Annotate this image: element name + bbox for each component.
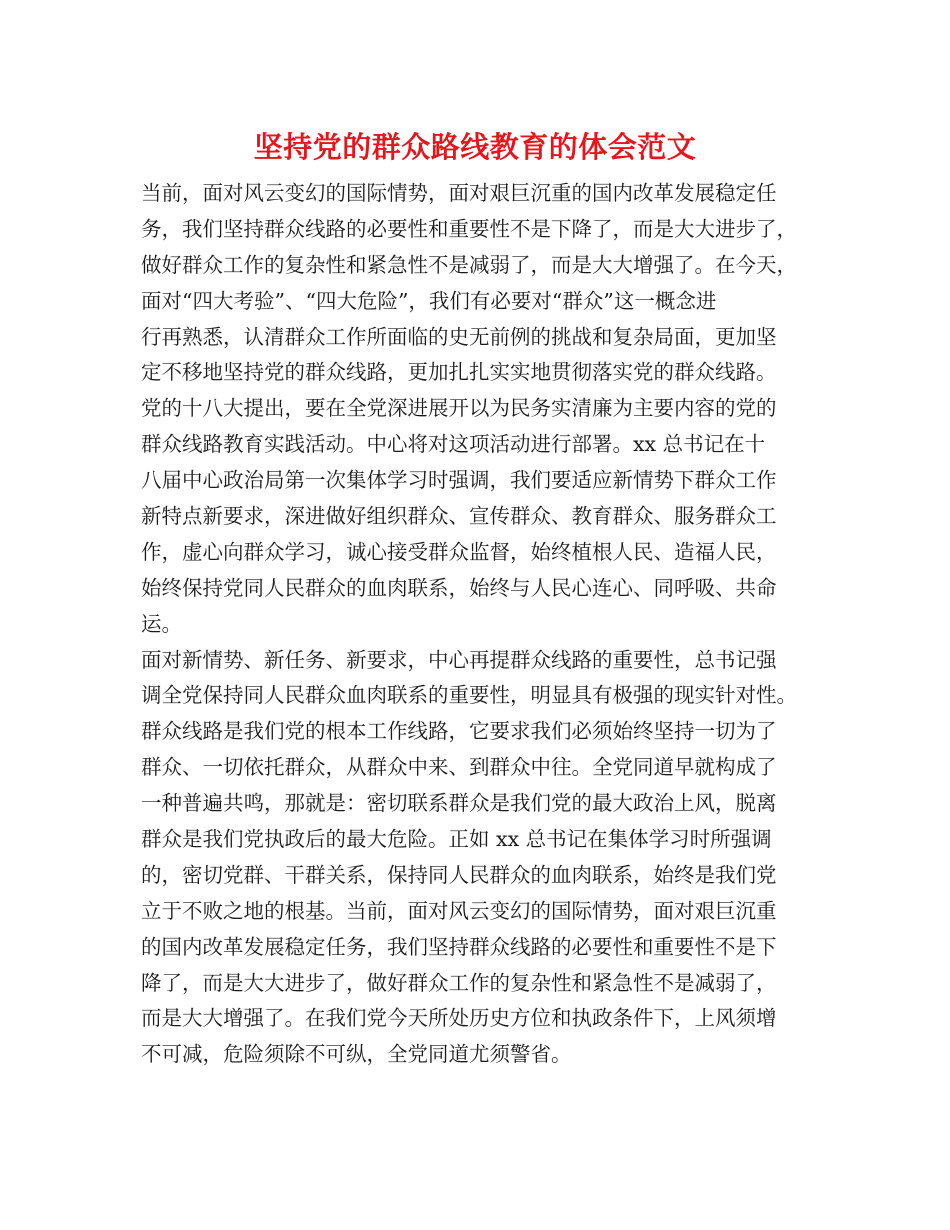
text-line: 而是大大增强了。在我们党今天所处历史方位和执政条件下，上风须增 <box>141 1006 777 1031</box>
text-line: 降了，而是大大进步了，做好群众工作的复杂性和紧急性不是减弱了， <box>141 970 777 995</box>
text-line: 不可减，危险须除不可纵，全党同道尤须警省。 <box>141 1042 572 1067</box>
text-line: 群众、一切依托群众，从群众中来、到群众中往。全党同道早就构成了 <box>141 755 777 780</box>
text-line: 行再熟悉，认清群众工作所面临的史无前例的挑战和复杂局面，更加坚 <box>141 324 777 349</box>
text-line: 党的十八大提出，要在全党深进展开以为民务实清廉为主要内容的党的 <box>141 396 777 421</box>
text-line: 始终保持党同人民群众的血肉联系，始终与人民心连心、同呼吸、共命 <box>141 575 777 600</box>
text-line: 当前，面对风云变幻的国际情势，面对艰巨沉重的国内改革发展稳定任 <box>141 181 777 205</box>
text-line: 做好群众工作的复杂性和紧急性不是减弱了，而是大大增强了。在今天， <box>141 252 797 277</box>
text-line: 八届中心政治局第一次集体学习时强调，我们要适应新情势下群众工作 <box>141 468 777 493</box>
text-line: 面对新情势、新任务、新要求，中心再提群众线路的重要性，总书记强 <box>141 647 777 672</box>
text-line: 的国内改革发展稳定任务，我们坚持群众线路的必要性和重要性不是下 <box>141 934 777 959</box>
text-line: 定不移地坚持党的群众线路，更加扎扎实实地贯彻落实党的群众线路。 <box>141 360 777 385</box>
text-line: 作，虚心向群众学习，诚心接受群众监督，始终植根人民、造福人民， <box>141 539 777 564</box>
text-line: 新特点新要求，深进做好组织群众、宣传群众、教育群众、服务群众工 <box>141 504 777 529</box>
text-line: 运。 <box>141 611 182 636</box>
text-line: 调全党保持同人民群众血肉联系的重要性，明显具有极强的现实针对性。 <box>141 683 797 708</box>
document-title: 坚持党的群众路线教育的体会范文 <box>253 130 697 164</box>
text-line: 一种普遍共鸣，那就是：密切联系群众是我们党的最大政治上风，脱离 <box>141 791 777 816</box>
text-line: 群众是我们党执政后的最大危险。正如 xx 总书记在集体学习时所强调 <box>141 827 772 852</box>
text-line: 务，我们坚持群众线路的必要性和重要性不是下降了，而是大大进步了， <box>141 216 797 241</box>
text-line: 的，密切党群、干群关系，保持同人民群众的血肉联系，始终是我们党 <box>141 862 777 887</box>
text-line: 面对“四大考验”、“四大危险”，我们有必要对“群众”这一概念进 <box>141 288 717 313</box>
text-line: 群众线路教育实践活动。中心将对这项活动进行部署。xx 总书记在十 <box>141 432 766 457</box>
text-line: 群众线路是我们党的根本工作线路，它要求我们必须始终坚持一切为了 <box>141 719 777 744</box>
document-body <box>141 176 831 1073</box>
text-line: 立于不败之地的根基。当前，面对风云变幻的国际情势，面对艰巨沉重 <box>141 898 777 923</box>
